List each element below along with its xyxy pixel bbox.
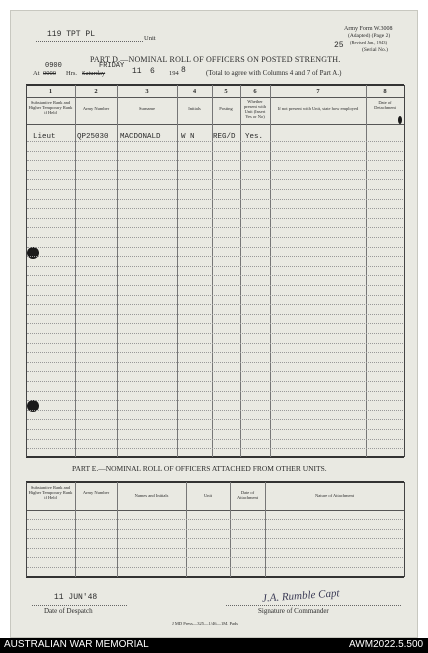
part-e-title: PART E.—NOMINAL ROLL OF OFFICERS ATTACHED FROM OTHER UNITS. (72, 464, 327, 473)
part-d-number-rule (26, 97, 404, 98)
part-d-row-rule (27, 295, 403, 296)
part-e-column-header: Names and Initials (134, 493, 169, 498)
part-d-row-rule (27, 275, 403, 276)
form-revised: (Revised Jan., 1943) (350, 40, 387, 45)
hrs-label: Hrs. (66, 70, 78, 77)
part-d-row-rule (27, 227, 403, 228)
signature-underline (226, 605, 401, 606)
part-e-column-header: Date of Attachment (237, 490, 258, 500)
caption-bar (0, 638, 428, 653)
part-d-row-rule (27, 141, 403, 142)
row-army-number: QP25030 (77, 133, 109, 141)
commander-signature: J.A. Rumble Capt (261, 587, 340, 605)
part-e-column-header: Nature of Attachment (315, 493, 354, 498)
part-d-row-rule (27, 160, 403, 161)
part-d-row-rule (27, 247, 403, 248)
despatch-underline (32, 605, 127, 606)
day-printed: Saturday (82, 70, 106, 77)
part-d-row-rule (27, 314, 403, 315)
day-typed: FRIDAY (99, 62, 125, 70)
part-d-column-number: 2 (94, 88, 98, 95)
punch-hole-top (27, 247, 39, 259)
form-title: Army Form W.3008 (344, 26, 393, 32)
part-d-column-line (404, 85, 405, 457)
year-prefix: 194 (169, 70, 179, 77)
date-prefix: At (33, 70, 40, 77)
part-e-header-rule (26, 510, 404, 511)
part-d-header-rule (26, 124, 404, 125)
year-suffix: 8 (181, 66, 186, 75)
part-d-column-number: 1 (48, 88, 53, 95)
part-d-row-rule (27, 237, 403, 238)
part-d-row-rule (27, 179, 403, 180)
unit-value: 119 TPT PL (47, 30, 96, 39)
caption-right: AWM2022.5.500 (349, 639, 424, 650)
time-typed: 0900 (45, 62, 62, 70)
part-d-column-header: Whether present with Unit (Insert Yes or No) (243, 99, 267, 119)
row-posting: REG/D (213, 133, 236, 141)
part-d-row-rule (27, 256, 403, 257)
part-d-column-header: Army Number (82, 106, 110, 111)
part-e-row-rule (27, 529, 403, 530)
part-d-column-number: 4 (192, 88, 197, 95)
part-d-row-rule (27, 400, 403, 401)
part-d-row-rule (27, 429, 403, 430)
despatch-value: 11 JUN'48 (54, 593, 98, 602)
punch-mark-right (398, 116, 402, 124)
part-d-row-rule (27, 151, 403, 152)
part-e-top-rule (26, 481, 404, 483)
part-d-row-rule (27, 410, 403, 411)
part-e-column-header: Unit (203, 493, 212, 498)
part-d-column-number: 3 (145, 88, 149, 95)
part-d-row-rule (27, 371, 403, 372)
part-d-row-rule (27, 381, 403, 382)
printer-note: J MD Press—325—1/46—1M. Pads (172, 621, 239, 626)
part-d-column-number: 5 (224, 88, 228, 95)
part-d-column-header: If not present with Unit, state how employed (277, 106, 359, 111)
part-d-row-rule (27, 189, 403, 190)
part-d-column-number: 7 (316, 88, 320, 95)
part-e-column-header: Army Number (82, 490, 110, 495)
row-initials: W N (181, 133, 195, 141)
form-adapted: (Adapted) (Page 2) (348, 33, 391, 39)
part-e-row-rule (27, 567, 403, 568)
part-e-column-line (404, 482, 405, 577)
part-d-row-rule (27, 448, 403, 449)
part-d-column-header: Initials (188, 106, 201, 111)
part-d-row-rule (27, 323, 403, 324)
date-day: 11 (132, 67, 142, 76)
part-d-row-rule (27, 352, 403, 353)
time-printed: 0000 (43, 70, 56, 77)
part-d-row-rule (27, 362, 403, 363)
part-d-row-rule (27, 285, 403, 286)
date-month: 6 (150, 67, 155, 76)
part-e-row-rule (27, 548, 403, 549)
part-d-row-rule (27, 439, 403, 440)
part-d-column-header: Surname (139, 106, 155, 111)
row-surname: MACDONALD (120, 133, 161, 141)
part-d-bottom-rule (26, 456, 404, 458)
part-d-row-rule (27, 170, 403, 171)
row-present: Yes. (245, 133, 264, 141)
part-d-column-header: Posting (219, 106, 233, 111)
part-d-column-header: Substantive Rank and Higher Temporary Rank if Held (28, 100, 73, 115)
part-e-row-rule (27, 538, 403, 539)
despatch-label: Date of Despatch (44, 607, 93, 615)
part-d-row-rule (27, 391, 403, 392)
part-d-column-header: Date of Detachment (374, 100, 396, 110)
part-d-row-rule (27, 199, 403, 200)
part-d-column-number: 6 (253, 88, 257, 95)
part-e-row-rule (27, 557, 403, 558)
part-d-row-rule (27, 304, 403, 305)
part-d-row-rule (27, 266, 403, 267)
part-d-row-rule (27, 419, 403, 420)
part-d-top-rule (26, 84, 404, 86)
part-d-title: PART D.—NOMINAL ROLL OF OFFICERS ON POSTED STRENGTH. (90, 55, 341, 64)
part-d-column-number: 8 (383, 88, 387, 95)
part-d-row-rule (27, 218, 403, 219)
part-e-column-header: Substantive Rank and Higher Temporary Rank if Held (28, 485, 73, 500)
row-rank: Lieut (33, 133, 56, 141)
total-note: (Total to agree with Columns 4 and 7 of Part A.) (206, 69, 342, 77)
caption-left: AUSTRALIAN WAR MEMORIAL (4, 639, 149, 650)
serial-label: (Serial No.) (362, 47, 388, 53)
unit-underline (36, 41, 143, 42)
part-d-row-rule (27, 343, 403, 344)
signature-label: Signature of Commander (258, 607, 329, 615)
part-e-row-rule (27, 519, 403, 520)
part-d-row-rule (27, 208, 403, 209)
unit-label: Unit (144, 35, 156, 42)
serial-value: 25 (334, 41, 344, 50)
part-e-bottom-rule (26, 576, 404, 578)
part-d-row-rule (27, 333, 403, 334)
